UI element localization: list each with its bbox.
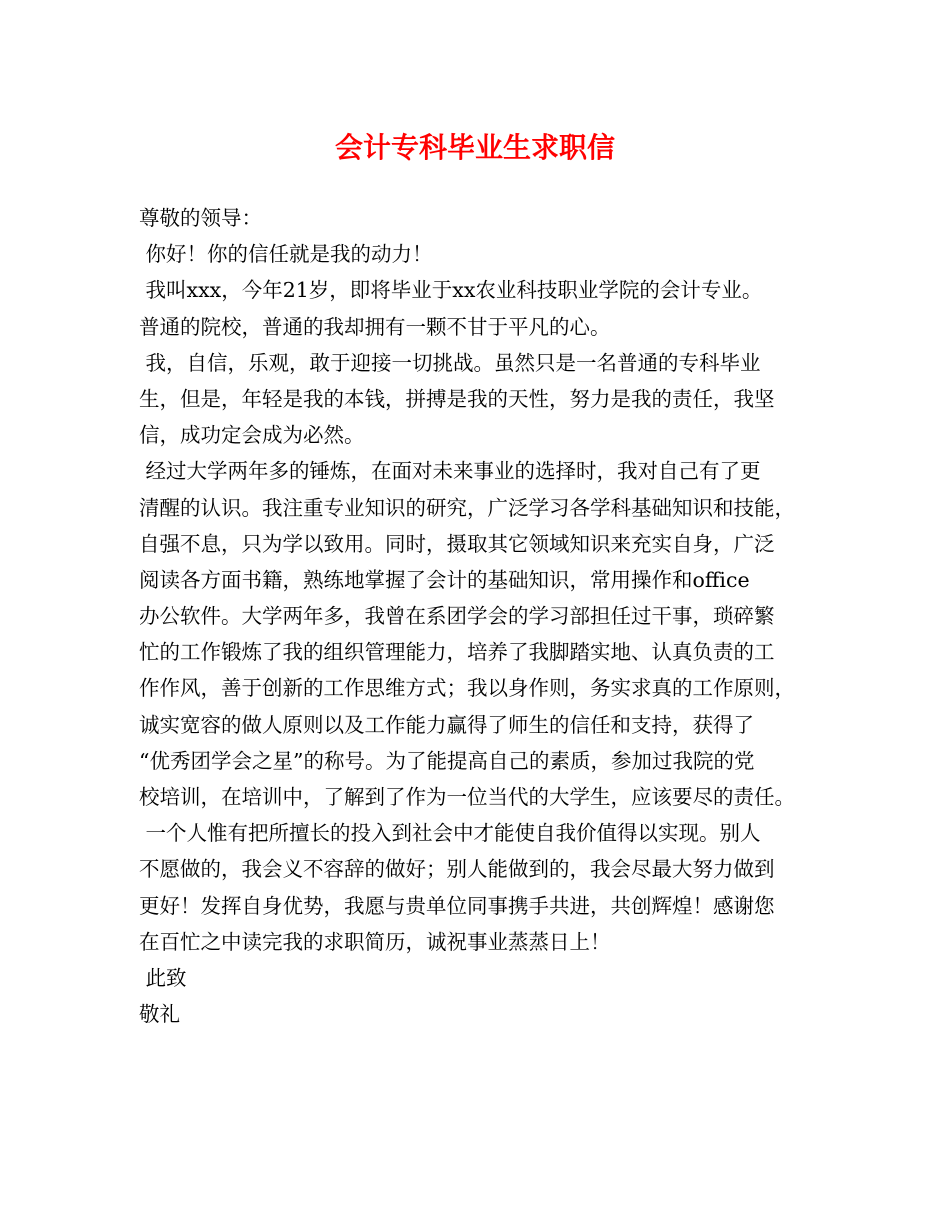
letter-body <box>139 200 829 1032</box>
text-line: 我，自信，乐观，敢于迎接一切挑战。虽然只是一名普通的专科毕业 <box>139 350 761 375</box>
text-line: 在百忙之中读完我的求职简历，诚祝事业蒸蒸日上！ <box>139 929 611 954</box>
text-line: 自强不息，只为学以致用。同时，摄取其它领域知识来充实自身，广泛 <box>139 531 775 556</box>
text-line: 我叫xxx，今年21岁，即将毕业于xx农业科技职业学院的会计专业。 <box>139 278 763 303</box>
text-line: 作作风，善于创新的工作思维方式；我以身作则，务实求真的工作原则， <box>139 676 795 701</box>
closing-line: 敬礼 <box>139 1002 180 1027</box>
text-line: 普通的院校，普通的我却拥有一颗不甘于平凡的心。 <box>139 314 611 339</box>
document-title: 会计专科毕业生求职信 <box>334 131 615 164</box>
text-line: 校培训，在培训中，了解到了作为一位当代的大学生，应该要尽的责任。 <box>139 785 795 809</box>
text-line: 更好！发挥自身优势，我愿与贵单位同事携手共进，共创辉煌！感谢您 <box>139 893 775 918</box>
text-line: 尊敬的领导： <box>139 206 262 230</box>
text-line: 不愿做的，我会义不容辞的做好；别人能做到的，我会尽最大努力做到 <box>139 857 775 882</box>
text-line: 忙的工作锻炼了我的组织管理能力，培养了我脚踏实地、认真负责的工 <box>139 640 775 665</box>
text-line: 经过大学两年多的锤炼，在面对未来事业的选择时，我对自己有了更 <box>139 459 761 484</box>
text-line: 你好！你的信任就是我的动力！ <box>139 242 433 267</box>
text-line: 诚实宽容的做人原则以及工作能力赢得了师生的信任和支持，获得了 <box>139 712 754 737</box>
text-line: 办公软件。大学两年多，我曾在系团学会的学习部担任过干事，琐碎繁 <box>139 604 775 629</box>
text-line: 清醒的认识。我注重专业知识的研究，广泛学习各学科基础知识和技能， <box>139 495 795 520</box>
closing-line: 此致 <box>139 965 187 990</box>
text-line: 一个人惟有把所擅长的投入到社会中才能使自我价值得以实现。别人 <box>139 821 761 846</box>
text-line: “优秀团学会之星”的称号。为了能提高自己的素质，参加过我院的党 <box>139 748 755 773</box>
text-line: 阅读各方面书籍，熟练地掌握了会计的基础知识，常用操作和office <box>139 567 750 592</box>
text-line: 信，成功定会成为必然。 <box>139 423 365 448</box>
text-line: 生，但是，年轻是我的本钱，拼搏是我的天性，努力是我的责任，我坚 <box>139 386 775 411</box>
